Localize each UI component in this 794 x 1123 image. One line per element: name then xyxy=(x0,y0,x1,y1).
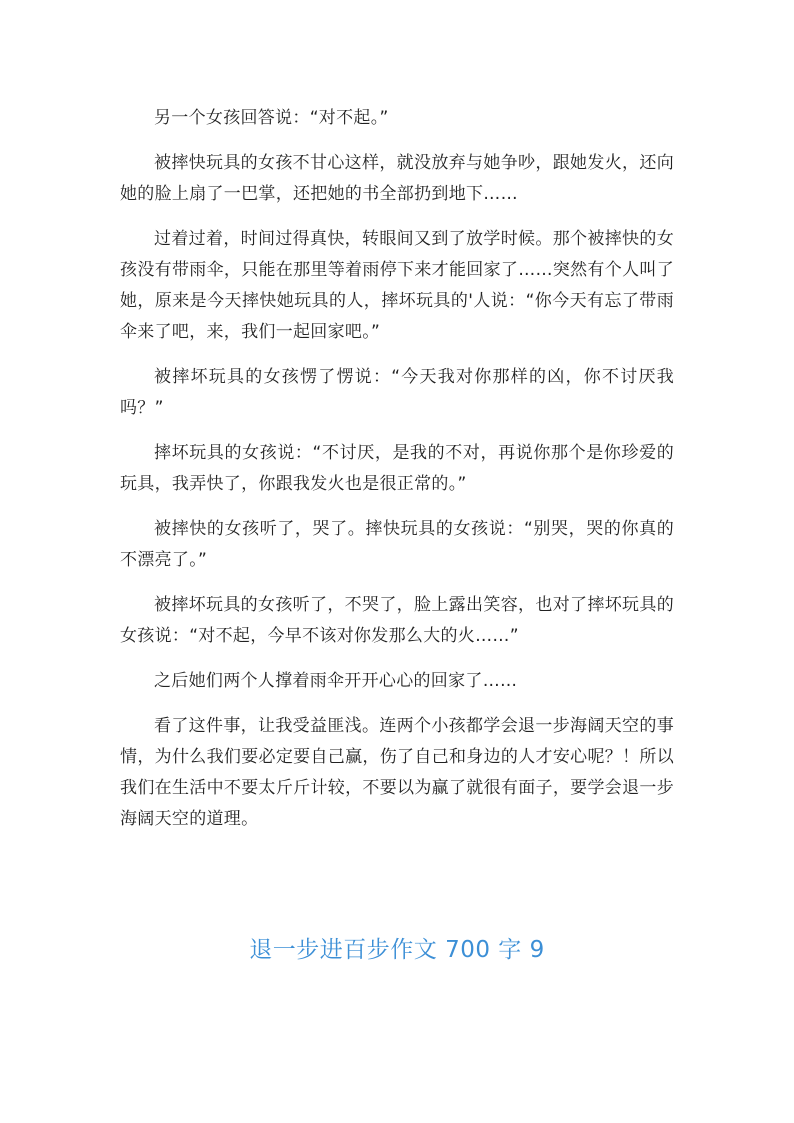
essay-body xyxy=(120,103,674,849)
paragraph-6: 被摔快的女孩听了，哭了。摔快玩具的女孩说：“别哭，哭的你真的不漂亮了。” xyxy=(120,519,674,570)
paragraph-2: 被摔快玩具的女孩不甘心这样，就没放弃与她争吵，跟她发火，还向她的脸上扇了一巴掌，还把她的书全部扔到地下…… xyxy=(120,153,674,204)
paragraph-7: 被摔坏玩具的女孩听了，不哭了，脸上露出笑容，也对了摔坏玩具的女孩说：“对不起，今早不该对你发那么大的火……” xyxy=(120,595,674,646)
paragraph-5: 摔坏玩具的女孩说：“不讨厌，是我的不对，再说你那个是你珍爱的玩具，我弄快了，你跟我发火也是很正常的。” xyxy=(120,443,674,494)
paragraph-3: 过着过着，时间过得真快，转眼间又到了放学时候。那个被摔快的女孩没有带雨伞，只能在那里等着雨停下来才能回家了……突然有个人叫了她，原来是今天摔快她玩具的人，摔坏玩具的'人说：“你今天有忘了带雨伞来了吧，来，我们一起回家吧。” xyxy=(120,229,674,342)
section-heading: 退一步进百步作文 700 字 9 xyxy=(249,937,545,963)
paragraph-4: 被摔坏玩具的女孩愣了愣说：“今天我对你那样的凶，你不讨厌我吗？” xyxy=(120,367,674,418)
paragraph-9: 看了这件事，让我受益匪浅。连两个小孩都学会退一步海阔天空的事情，为什么我们要必定要自己赢，伤了自己和身边的人才安心呢？！所以我们在生活中不要太斤斤计较，不要以为赢了就很有面子，要学会退一步海阔天空的道理。 xyxy=(120,716,674,829)
paragraph-1: 另一个女孩回答说：“对不起。” xyxy=(154,108,389,128)
paragraph-8: 之后她们两个人撑着雨伞开开心心的回家了…… xyxy=(154,671,518,691)
